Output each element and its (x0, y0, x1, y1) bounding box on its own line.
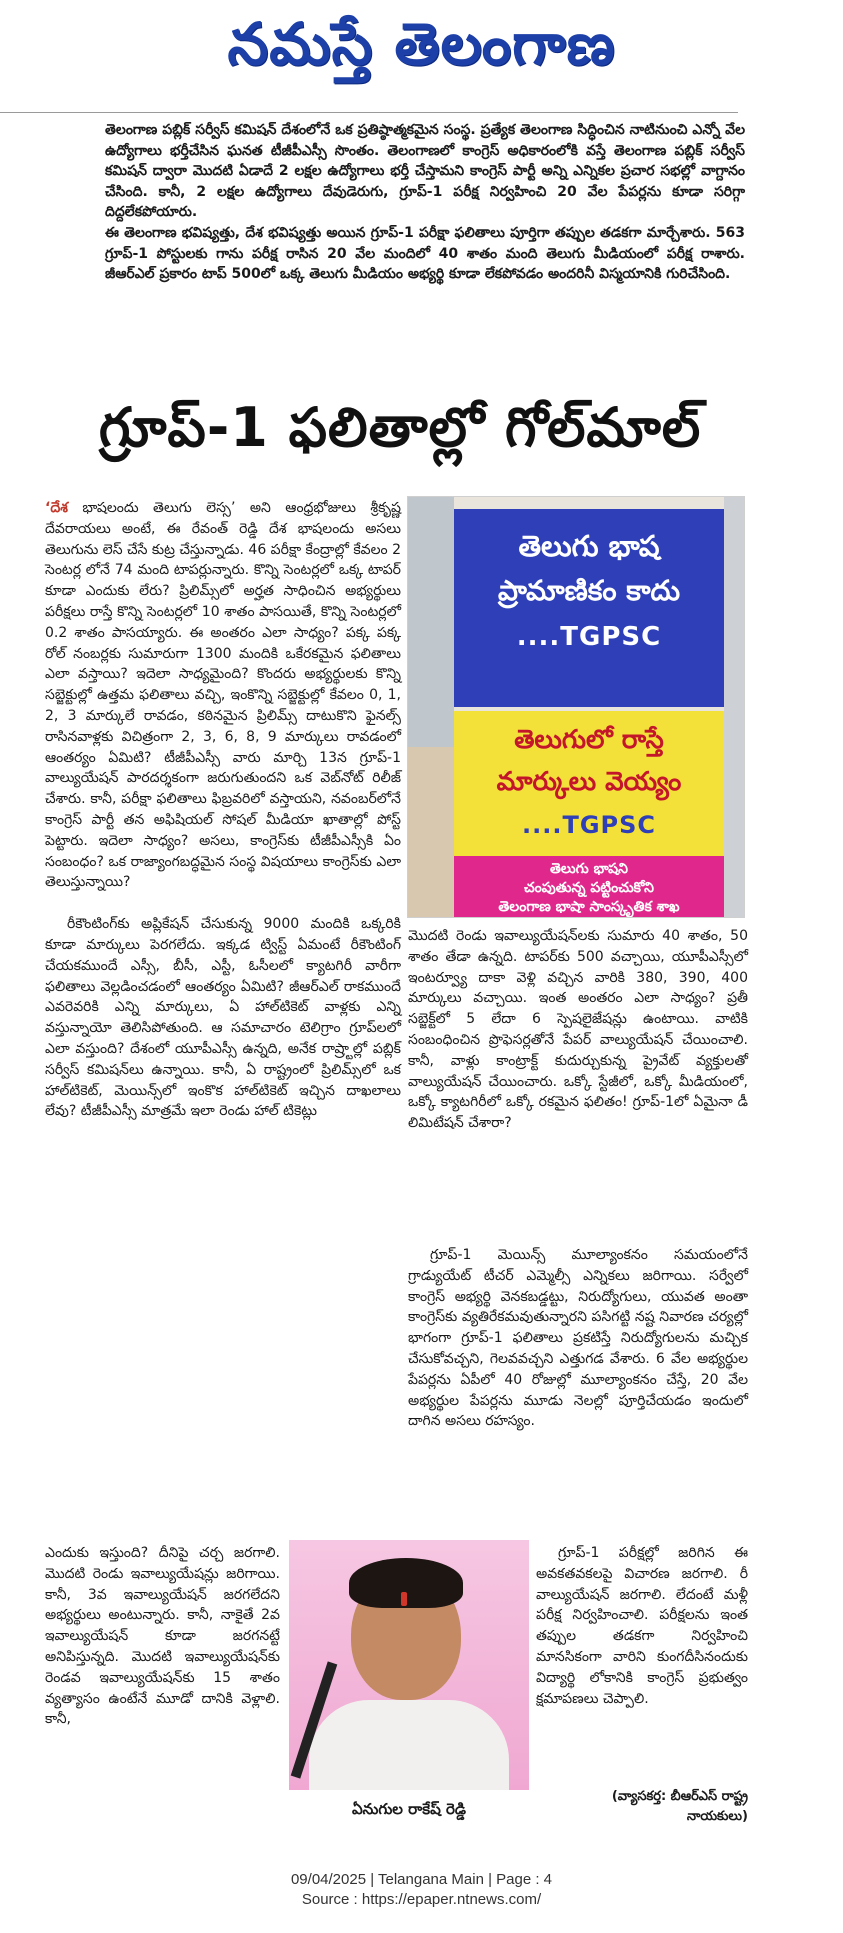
page-footer (0, 1870, 843, 1910)
article-deck (105, 120, 745, 285)
banner-text: ప్రామాణికం కాదు (497, 574, 681, 607)
footer-source-link[interactable]: Source : https://epaper.ntnews.com/ (301, 1891, 542, 1908)
author-credit (540, 1787, 748, 1827)
author-line: (వ్యాసకర్త: బీఆర్ఎస్ రాష్ట్ర (611, 1789, 748, 1804)
body-paragraph: గ్రూప్-1 పరీక్షల్లో జరిగిన ఈ అవకతవకలపై విచారణ జరగాలి. రీ వాల్యుయేషన్ జరగాలి. లేదంటే మళ్లీ పరీక్ష నిర్వహించాలి. పరీక్షలను ఇంత తప్పుల తడకగా నిర్వహించి మానసికంగా వారిని కుంగదీసినందుకు విద్యార్థి లోకానికి కాంగ్రెస్ ప్రభుత్వం క్షమాపణలు చెప్పాలి. (536, 1545, 748, 1707)
column-left-top (45, 498, 401, 1143)
banner-text: తెలుగు భాష (518, 529, 660, 563)
banner-text: తెలుగులో రాస్తే (514, 725, 664, 755)
banner-text: ....TGPSC (516, 622, 662, 652)
newspaper-logo: నమస్తే తెలంగాణ (227, 10, 616, 78)
column-right-bottom (536, 1543, 748, 1730)
photo-background (724, 497, 745, 918)
banner-text: చంపుతున్న పట్టించుకోని (524, 880, 654, 896)
author-photo (289, 1540, 529, 1790)
banner-blue (454, 509, 724, 707)
article-headline: గ్రూప్-1 ఫలితాల్లో గోల్‌మాల్ (98, 396, 702, 459)
deck-paragraph: తెలంగాణ పబ్లిక్ సర్వీస్ కమిషన్ దేశంలోనే ఒక ప్రతిష్ఠాత్మకమైన సంస్థ. ప్రత్యేక తెలంగాణ సిద్ధించిన నాటినుంచి ఎన్నో వేల ఉద్యోగాలు భర్తీచేసిన ఘనత టీజీపీఎస్సీ సొంతం. తెలంగాణలో కాంగ్రెస్ అధికారంలోకి వస్తే తెలంగాణ పబ్లిక్ సర్వీస్ కమిషన్ ద్వారా మొదటి ఏడాదే 2 లక్షల ఉద్యోగాలు భర్తీ చేస్తామని కాంగ్రెస్ పార్టీ అన్ని ఎన్నికల ప్రచార సభల్లో వాగ్దానం చేసింది. కానీ, 2 లక్షల ఉద్యోగాలు దేవుడెరుగు, గ్రూప్-1 పరీక్ష నిర్వహించి 20 వేల పేపర్లను కూడా సరిగ్గా దిద్దలేకపోయారు. (105, 122, 745, 221)
deck-paragraph: ఈ తెలంగాణ భవిష్యత్తు, దేశ భవిష్యత్తు అయిన గ్రూప్-1 పరీక్షా ఫలితాలు పూర్తిగా తప్పుల తడకగా మార్చేశారు. 563 గ్రూప్-1 పోస్టులకు గాను పరీక్ష రాసిన 20 వేల మందిలో 40 శాతం మంది తెలుగు మీడియంలో పరీక్ష రాశారు. జీఆర్ఎల్ ప్రకారం టాప్ 500లో ఒక్క తెలుగు మీడియం అభ్యర్థి కూడా లేకపోవడం అందరినీ విస్మయానికి గురిచేసింది. (105, 224, 745, 283)
column-right-top (408, 926, 748, 1155)
body-paragraph: ఎందుకు ఇస్తుంది? దీనిపై చర్చ జరగాలి. మొదటి రెండు ఇవాల్యుయేషన్లు జరిగాయి. కానీ, 3వ ఇవాల్యుయేషన్ జరగలేదని అభ్యర్థులు అంటున్నారు. కానీ, నాకైతే 2వ ఇవాల్యుయేషన్ కూడా జరగనట్టే అనిపిస్తున్నది. మొదటి ఇవాల్యుయేషన్‌కు రెండవ ఇవాల్యుయేషన్‌కు 15 శాతం వ్యత్యాసం ఉంటేనే మూడో దానికి వెళ్లాలి. కానీ, (45, 1545, 280, 1728)
masthead (0, 0, 843, 98)
lead-word: ‘దేశ (45, 500, 68, 516)
body-paragraph: మొదటి రెండు ఇవాల్యుయేషన్‌లకు సుమారు 40 శాతం, 50 శాతం తేడా ఉన్నది. టాపర్‌కు 500 వచ్చాయి, యూపీఎస్సీలో ఇంటర్వ్యూ దాకా వెళ్లి వచ్చిన వారికి 380, 390, 400 మార్కులు వచ్చాయి. ఇంత అంతరం ఎలా సాధ్యం? ప్రతీ సబ్జెక్ట్‌లో 5 లేదా 6 స్పెషలైజేషన్లు ఉంటాయి. వాటికి సంబంధించిన ప్రొఫెసర్లతోనే పేపర్ వాల్యుయేషన్ చేయించాలి. కానీ, వాళ్లు కాంట్రాక్ట్ కుదుర్చుకున్న ప్రైవేట్ వ్యక్తులతో వాల్యుయేషన్ చేయించారు. ఒక్కో స్టేజీలో, ఒక్కో మీడియంలో, ఒక్కో క్యాటగిరీలో ఒక్కో రకమైన ఫలితం! గ్రూప్-1లో ఏమైనా డీ లిమిటేషన్ చేశారా? (408, 928, 748, 1132)
banner-text: తెలుగు భాషని (550, 861, 628, 877)
banner-pink (454, 856, 724, 918)
column-left-bottom (45, 1543, 280, 1751)
banner-yellow (454, 711, 724, 856)
person-shirt (309, 1700, 509, 1790)
photo-background (408, 747, 454, 918)
body-paragraph: గ్రూప్-1 మెయిన్స్ మూల్యాంకనం సమయంలోనే గ్రాడ్యుయేట్ టీచర్ ఎమ్మెల్సీ ఎన్నికలు జరిగాయి. సర్వేలో కాంగ్రెస్ అభ్యర్థి వెనకబడ్డట్టు, నిరుద్యోగులు, యువత అంతా కాంగ్రెస్‌కు వ్యతిరేకమవుతున్నారని పసిగట్టి నష్ట నివారణ చర్యల్లో భాగంగా గ్రూప్-1 ఫలితాలు ప్రకటిస్తే నిరుద్యోగులను మచ్చిక చేసుకోవచ్చని, గెలవవచ్చని ఎత్తుగడ వేశారు. 6 వేల అభ్యర్థుల పేపర్లను ఏపీలో 40 రోజుల్లో మూల్యాంకనం చేస్తే, 20 వేల అభ్యర్థుల పేపర్లను మూడు నెలల్లో పూర్తిచేయడం ఇందులో దాగిన అసలు రహస్యం. (408, 1247, 748, 1430)
banner-text: మార్కులు వెయ్యం (496, 767, 682, 797)
masthead-divider (0, 112, 738, 113)
body-paragraph (45, 498, 401, 893)
column-right-middle (408, 1245, 748, 1453)
person-tilak (401, 1592, 407, 1606)
footer-date-page: 09/04/2025 | Telangana Main | Page : 4 (290, 1871, 553, 1888)
photo-caption: ఏనుగుల రాకేష్ రెడ్డి (351, 1800, 467, 1818)
paragraph-text: భాషలందు తెలుగు లెస్స’ అని ఆంధ్రభోజులు శ్రీకృష్ణ దేవరాయలు అంటే, ఈ రేవంత్ రెడ్డి దేశ భాషలందు అసలు తెలుగును లెస్ చేసే కుట్ర చేస్తున్నాడు. 46 పరీక్షా కేంద్రాల్లో కేవలం 2 సెంటర్ల లోనే 74 మంది టాపర్లున్నారు. కొన్ని సెంటర్లలో ఒక్క టాపర్ కూడా ఎందుకు లేరు? ప్రిలిమ్స్‌లో అర్హత సాధించిన అభ్యర్థులు పరీక్షలు రాస్తే కొన్ని సెంటర్లలో 10 శాతం పాసయితే, కొన్ని సెంటర్లలో 0.2 శాతం పాసయ్యారు. ఈ అంతరం ఎలా సాధ్యం? పక్క పక్క రోల్ నంబర్లకు సుమారుగా 1300 మందికి ఒకేరకమైన ఫలితాలు ఎలా వస్తాయి? ఇదెలా సాధ్యమైంది? కొందరు అభ్యర్థులకు కొన్ని సబ్జెక్టుల్లో ఉత్తమ ఫలితాలు వచ్చి, ఇంకొన్ని సబ్జెక్టుల్లో కేవలం 0, 1, 2, 3 మార్కులే రావడం, కఠినమైన ప్రిలిమ్స్ దాటుకొని ఫైనల్స్ రాసినవాళ్లకు విచిత్రంగా 2, 3, 6, 8, 9 మార్కులు రావడంలో ఆంతర్యం ఏమిటి? టీజీపీఎస్సీ వారు మార్చి 13న గ్రూప్-1 వాల్యుయేషన్ పారదర్శకంగా జరుగుతుందని ఒక వెబ్‌నోట్ రిలీజ్ చేశారు. కానీ, పరీక్షా ఫలితాలు ఫిబ్రవరిలో వస్తాయని, నవంబర్‌లోనే కాంగ్రెస్ పార్టీ తన అఫిషియల్ సోషల్ మీడియా ఖాతాల్లో పోస్ట్ పెట్టారు. ఇదెలా సాధ్యం? అసలు, కాంగ్రెస్‌కు టీజీపీఎస్సీకి ఏం సంబంధం? ఒక రాజ్యాంగబద్ధమైన సంస్థ విషయాలు కాంగ్రెస్‌కు ఎలా తెలుస్తున్నాయి? (45, 500, 401, 891)
protest-banner-photo (407, 496, 745, 918)
author-line: నాయకులు) (686, 1809, 748, 1824)
banner-text: తెలంగాణ భాషా సాంస్కృతిక శాఖ (498, 899, 680, 915)
banner-text: ....TGPSC (521, 811, 657, 839)
body-paragraph: రీకౌంటింగ్‌కు అప్లికేషన్ చేసుకున్న 9000 మందికి ఒక్కరికి కూడా మార్కులు పెరగలేదు. ఇక్కడ ట్విస్ట్ ఏమంటే రీకౌంటింగ్ చేయకముందే ఎస్సీ, బీసీ, ఎస్టీ, ఓసీలలో క్యాటగిరీ వారీగా ఫలితాలు వెల్లడించడంలో ఆంతర్యం ఏమిటి? జీఆర్ఎల్ రాకముందే ఎవరెవరికి ఎన్ని మార్కులు, ఏ హాల్‌టికెట్ వాళ్లకు ఎన్ని వస్తున్నాయో తెలిసిపోతుంది. ఆ సమాచారం టెలిగ్రాం గ్రూప్‌లలో ఎలా వస్తుంది? దేశంలో యూపీఎస్సీ ఉన్నది, అనేక రాష్ర్టాల్లో పబ్లిక్ సర్వీస్ కమిషన్‌లు ఉన్నాయి. కానీ, ఏ రాష్ట్రంలో ప్రిలిమ్స్‌లో ఒక హాల్‌టికెట్, మెయిన్స్‌లో ఇంకొక హాల్‌టికెట్ ఇచ్చిన దాఖలాలు లేవు? టీజీపీఎస్సీ మాత్రమే ఇలా రెండు హాల్ టికెట్లు (45, 916, 401, 1120)
